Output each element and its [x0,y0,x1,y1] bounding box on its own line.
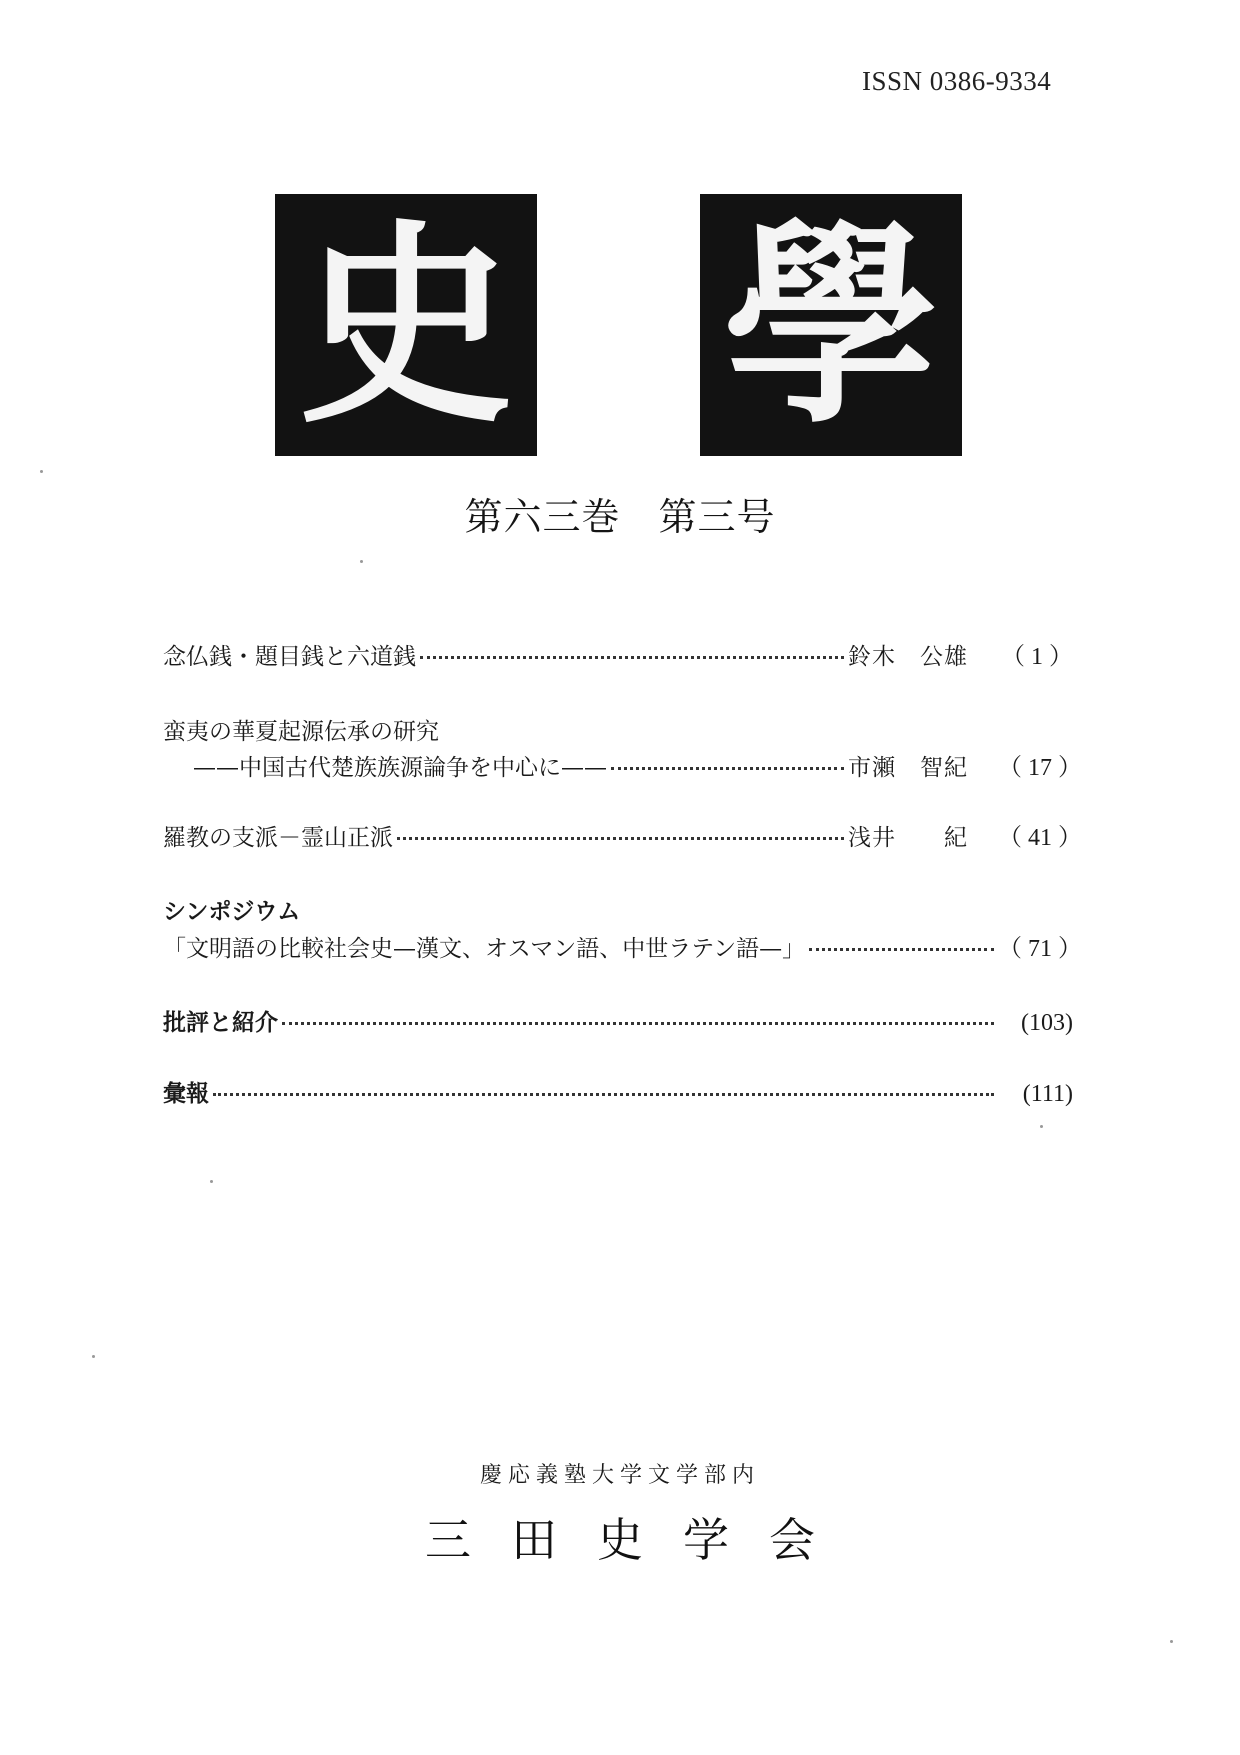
toc-entry-title: 念仏銭・題目銭と六道銭 [163,644,416,670]
scan-speck [40,470,43,473]
publisher-name: 三田史学会 [425,1513,855,1567]
toc-entry [163,817,1082,851]
toc-entry [163,747,1082,781]
journal-title-char-2: 學 [723,198,939,452]
toc-entry-title: 彙報 [163,1080,209,1107]
toc-leader-dots [282,1006,994,1030]
toc-entry-page: （ 17 ） [998,755,1082,781]
scan-speck [360,560,363,563]
toc-entry-title: 批評と紹介 [163,1009,278,1036]
toc-entry-page: (103) [1021,1010,1073,1036]
toc-entry [163,1004,1073,1038]
toc-leader-dots [611,751,844,775]
volume-number: 第六三巻 [464,495,621,539]
issn-number: ISSN 0386-9334 [862,66,1052,96]
toc-entry-author: 浅井 紀 [848,825,968,851]
toc-entry-subtitle: ——中国古代楚族族源論争を中心に—— [193,755,607,781]
toc-entry [163,636,1073,670]
toc-entry-page: （ 1 ） [1001,644,1073,670]
scan-speck [92,1355,95,1358]
toc-entry-page: (111) [1022,1081,1073,1107]
toc-entry-title: 羅教の支派－霊山正派 [163,825,393,851]
journal-title-block-1 [275,194,537,456]
issue-number: 第三号 [658,495,776,539]
toc-leader-dots [420,640,844,664]
toc-entry-author: 鈴木 公雄 [848,644,968,670]
toc-leader-dots [809,932,994,956]
toc-entry-page: （ 41 ） [998,825,1082,851]
toc-leader-dots [213,1077,994,1101]
scan-speck [1040,1125,1043,1128]
journal-title-char-1: 史 [298,198,514,452]
volume-issue [0,486,1240,541]
toc-leader-dots [397,821,844,845]
publisher-affiliation: 慶応義塾大学文学部内 [479,1463,760,1488]
toc-entry-title: 「文明語の比較社会史—漢文、オスマン語、中世ラテン語—」 [163,936,806,962]
toc-section-heading: シンポジウム [163,898,301,925]
toc-entry-author: 市瀬 智紀 [848,755,968,781]
toc-entry-title: 蛮夷の華夏起源伝承の研究 [163,719,439,745]
toc-entry [163,1075,1073,1109]
scan-speck [210,1180,213,1183]
journal-title-block-2 [700,194,962,456]
toc-entry-page: （ 71 ） [998,936,1082,962]
scan-speck [1170,1640,1173,1643]
toc-entry [163,928,1082,962]
